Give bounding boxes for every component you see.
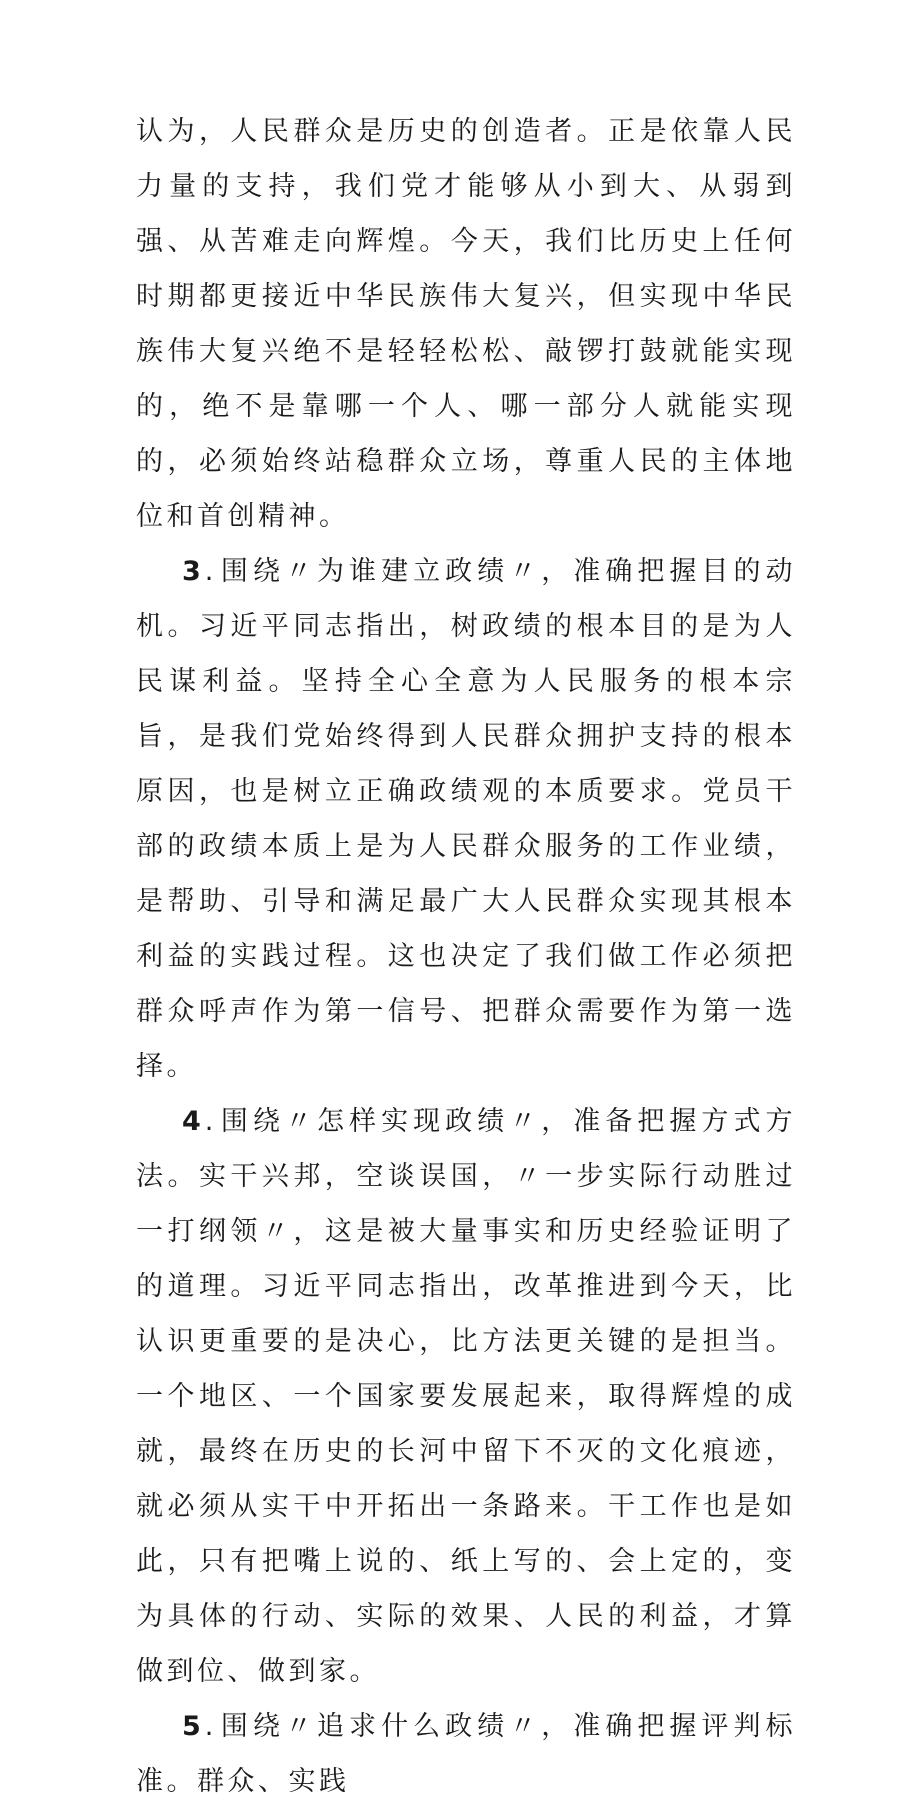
number-separator: . [204, 1106, 214, 1137]
paragraph-text: 认为，人民群众是历史的创造者。正是依靠人民力量的支持，我们党才能够从小到大、从弱到强、从苦难走向辉煌。今天，我们比历史上任何时期都更接近中华民族伟大复兴，但实现中华民族伟大复兴绝不是轻轻松松、敲锣打鼓就能实现的，绝不是靠哪一个人、哪一部分人就能实现的，必须始终站稳群众立场，尊重人民的主体地位和首创精神。 [136, 116, 796, 532]
number-separator: . [204, 556, 214, 587]
paragraph-continued [136, 104, 796, 544]
paragraph-number: 3 [182, 556, 201, 587]
paragraph-text: 围绕〃怎样实现政绩〃，准备把握方式方法。实干兴邦，空谈误国，〃一步实际行动胜过一打纲领〃，这是被大量事实和历史经验证明了的道理。习近平同志指出，改革推进到今天，比认识更重要的是决心，比方法更关键的是担当。一个地区、一个国家要发展起来，取得辉煌的成就，最终在历史的长河中留下不灭的文化痕迹，就必须从实干中开拓出一条路来。干工作也是如此，只有把嘴上说的、纸上写的、会上定的，变为具体的行动、实际的效果、人民的利益，才算做到位、做到家。 [136, 1106, 796, 1687]
document-page [136, 104, 796, 1809]
paragraph-5 [136, 1699, 796, 1809]
paragraph-text: 围绕〃为谁建立政绩〃，准确把握目的动机。习近平同志指出，树政绩的根本目的是为人民谋利益。坚持全心全意为人民服务的根本宗旨，是我们党始终得到人民群众拥护支持的根本原因，也是树立正确政绩观的本质要求。党员干部的政绩本质上是为人民群众服务的工作业绩，是帮助、引导和满足最广大人民群众实现其根本利益的实践过程。这也决定了我们做工作必须把群众呼声作为第一信号、把群众需要作为第一选择。 [136, 556, 796, 1082]
paragraph-4 [136, 1094, 796, 1699]
paragraph-3 [136, 544, 796, 1094]
paragraph-text: 围绕〃追求什么政绩〃，准确把握评判标准。群众、实践 [136, 1711, 796, 1797]
number-separator: . [204, 1711, 214, 1742]
paragraph-number: 4 [182, 1106, 201, 1137]
paragraph-number: 5 [182, 1711, 201, 1742]
